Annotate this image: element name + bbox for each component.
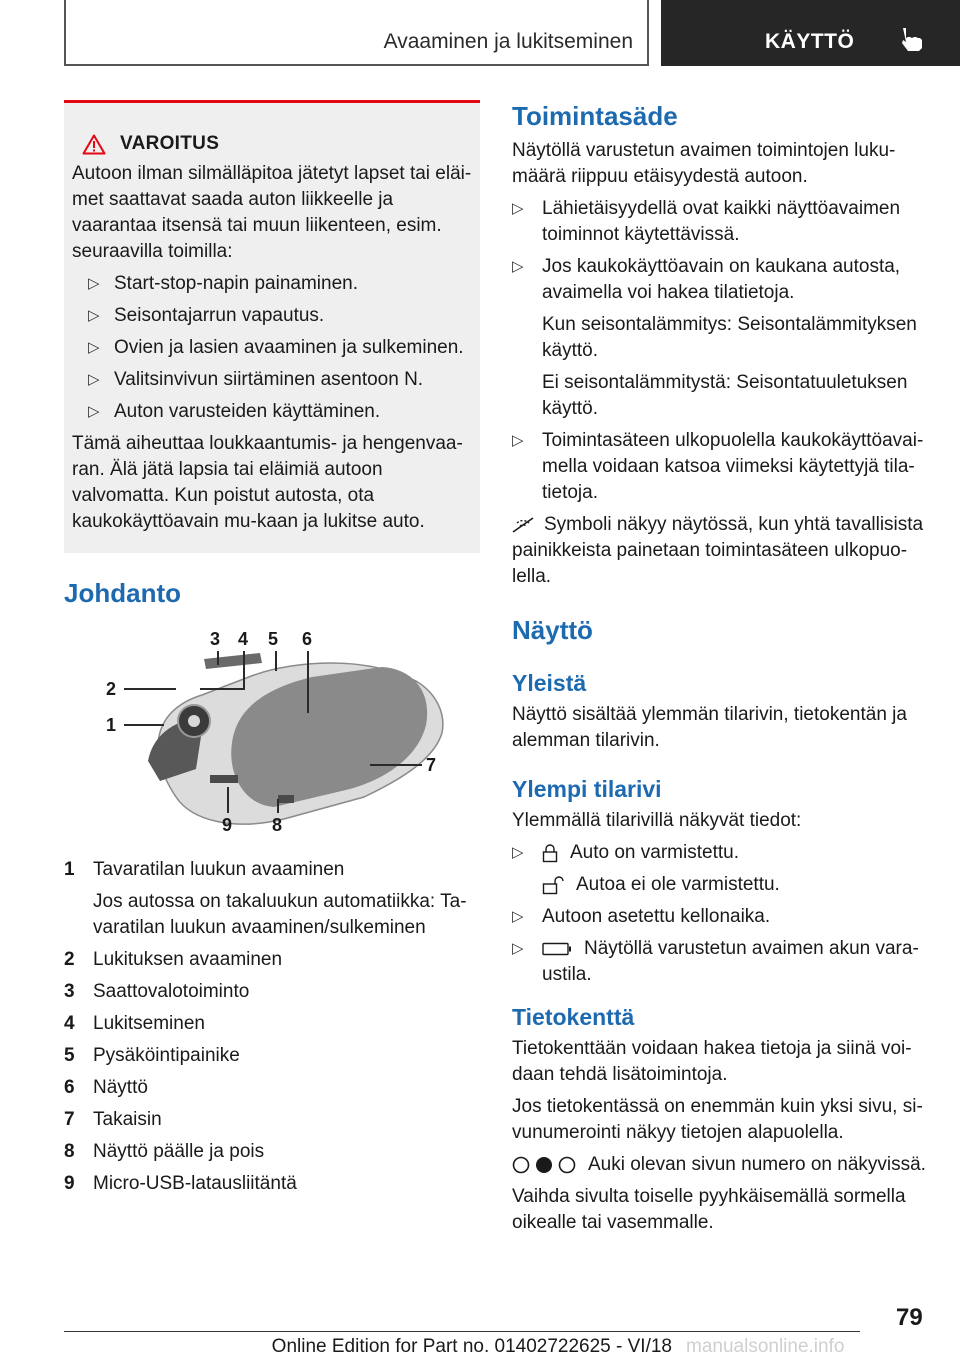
item-number: 3: [64, 981, 75, 1002]
item-number: 7: [64, 1109, 75, 1130]
item-number: 8: [64, 1141, 75, 1162]
list-item: [512, 904, 932, 930]
bullet-triangle-icon: ▷: [88, 339, 100, 356]
list-item-text: Valitsinvivun siirtäminen asentoon N.: [114, 369, 424, 390]
list-item: [72, 335, 472, 361]
page-dots-icon: [512, 1155, 576, 1175]
callout-number: 3: [210, 629, 221, 649]
info-heading: Tietokenttä: [512, 1004, 635, 1030]
status-list: [512, 840, 932, 988]
range-heading: Toimintasäde: [512, 101, 678, 131]
general-text: Näyttö sisältää ylemmän tilarivin, tietokentän ja alemman tilarivin.: [512, 704, 907, 751]
list-item: [64, 1011, 480, 1037]
header-chapter-title: KÄYTTÖ: [765, 30, 855, 53]
bullet-triangle-icon: ▷: [512, 200, 524, 217]
callout-number: 4: [238, 629, 249, 649]
status-intro: Ylemmällä tilarivillä näkyvät tiedot:: [512, 810, 802, 831]
warning-intro: Autoon ilman silmälläpitoa jätetyt lapset tai eläi-met saattavat saada auton liikkeelle ja vaarantaa itsensä tai muun liikenteen, esim. seuraavilla toimilla:: [72, 163, 472, 262]
item-text: Lukitseminen: [93, 1013, 205, 1034]
item-text: Tavaratilan luukun avaaminen: [93, 859, 345, 880]
bullet-triangle-icon: ▷: [512, 844, 524, 861]
info-text-2: Jos tietokentässä on enemmän kuin yksi sivu, si-vunumerointi näkyy tietojen alapuolella.: [512, 1096, 923, 1143]
bullet-triangle-icon: ▷: [512, 940, 524, 957]
list-item: [64, 1107, 480, 1133]
item-text: Näyttö päälle ja pois: [93, 1141, 265, 1162]
list-item: [72, 271, 472, 297]
item-subtext: Jos autossa on takaluukun automatiikka: Ta-varatilan luukun avaaminen/sulkeminen: [93, 891, 467, 938]
footer-rule: [64, 1331, 860, 1332]
list-item-text: Autoa ei ole varmistettu.: [576, 874, 780, 895]
list-item-text: Seisontajarrun vapautus.: [114, 305, 325, 326]
intro-heading: Johdanto: [64, 578, 181, 608]
callout-number: 8: [272, 815, 283, 835]
general-heading: Yleistä: [512, 670, 587, 696]
list-item: [64, 979, 480, 1005]
left-column: [64, 100, 480, 1203]
list-item: [64, 947, 480, 973]
range-note-text: Symboli näkyy näytössä, kun yhtä tavallisista painikkeista painetaan toimintasäteen ulkopuo-lella.: [512, 514, 924, 587]
list-item: [64, 857, 480, 941]
item-text: Saattovalotoiminto: [93, 981, 250, 1002]
info-text-1: Tietokenttään voidaan hakea tietoja ja siinä voi-daan tehdä lisätoimintoja.: [512, 1038, 912, 1085]
header-chapter-tab: [661, 0, 960, 66]
range-intro: Näytöllä varustetun avaimen toimintojen luku-määrä riippuu etäisyydestä autoon.: [512, 140, 896, 187]
item-number: 5: [64, 1045, 75, 1066]
list-item: [512, 196, 932, 248]
item-text: Näyttö: [93, 1077, 148, 1098]
bullet-triangle-icon: ▷: [512, 908, 524, 925]
display-key-figure: [64, 629, 480, 839]
swipe-text: Vaihda sivulta toiselle pyyhkäisemällä sormella oikealle tai vasemmalle.: [512, 1186, 906, 1233]
callout-number: 5: [268, 629, 279, 649]
footer-edition: Online Edition for Part no. 01402722625 - VI/18: [271, 1336, 672, 1357]
list-item-text: Autoon asetettu kellonaika.: [542, 906, 771, 927]
list-item: [72, 399, 472, 425]
warning-list: [72, 271, 472, 425]
warning-outro: Tämä aiheuttaa loukkaantumis- ja hengenvaa-ran. Älä jätä lapsia tai eläimiä autoon valvomatta. Kun poistut autosta, ota kaukokäyttöavain mu-kaan ja lukitse auto.: [72, 433, 463, 532]
list-item-text: Ovien ja lasien avaaminen ja sulkeminen.: [114, 337, 464, 358]
list-item: [72, 367, 472, 393]
item-text: Takaisin: [93, 1109, 162, 1130]
list-item-subtext: Kun seisontalämmitys: Seisontalämmityksen käyttö.: [542, 314, 917, 361]
list-item-text: Auton varusteiden käyttäminen.: [114, 401, 381, 422]
footer-watermark: manualsonline.info: [686, 1336, 845, 1357]
page-dots-text: Auki olevan sivun numero on näkyvissä.: [588, 1154, 926, 1175]
list-item-subtext: [542, 872, 932, 898]
display-heading: Näyttö: [512, 615, 593, 645]
list-item: [64, 1171, 480, 1197]
list-item: [64, 1043, 480, 1069]
bullet-triangle-icon: ▷: [88, 371, 100, 388]
list-item-subtext: Ei seisontalämmitystä: Seisontatuuletuksen käyttö.: [542, 372, 908, 419]
right-column: [512, 100, 932, 1236]
item-number: 6: [64, 1077, 75, 1098]
range-list: [512, 196, 932, 506]
item-text: Pysäköintipainike: [93, 1045, 240, 1066]
bullet-triangle-icon: ▷: [512, 258, 524, 275]
item-text: Micro-USB-latausliitäntä: [93, 1173, 297, 1194]
item-number: 4: [64, 1013, 75, 1034]
callout-number: 9: [222, 815, 233, 835]
list-item-text: Auto on varmistettu.: [570, 842, 739, 863]
bullet-triangle-icon: ▷: [512, 432, 524, 449]
bullet-triangle-icon: ▷: [88, 403, 100, 420]
list-item: [512, 840, 932, 898]
header-section-box: [64, 0, 649, 66]
page-number: 79: [896, 1304, 923, 1331]
callout-number: 2: [106, 679, 117, 699]
header-section-title: Avaaminen ja lukitseminen: [383, 30, 633, 53]
lock-closed-icon: [542, 843, 558, 863]
list-item-text: Toimintasäteen ulkopuolella kaukokäyttöavai-mella voidaan katsoa viimeksi käytettyjä tila-tietoja.: [542, 430, 924, 503]
lock-open-icon: [542, 875, 564, 895]
list-item: [512, 428, 932, 506]
range-note: [512, 512, 932, 590]
list-item: [64, 1139, 480, 1165]
list-item-text: Jos kaukokäyttöavain on kaukana autosta, avaimella voi hakea tilatietoja.: [542, 256, 901, 303]
item-text: Lukituksen avaaminen: [93, 949, 283, 970]
list-item: [64, 1075, 480, 1101]
bullet-triangle-icon: ▷: [88, 275, 100, 292]
list-item: [512, 254, 932, 422]
list-item-text: Lähietäisyydellä ovat kaikki näyttöavaimen toiminnot käytettävissä.: [542, 198, 901, 245]
warning-box: [64, 100, 480, 553]
list-item: [72, 303, 472, 329]
list-item-text: Start-stop-napin painaminen.: [114, 273, 358, 294]
out-of-range-icon: [512, 517, 534, 533]
warning-header: [82, 133, 472, 155]
list-item: [512, 936, 932, 988]
callout-number: 1: [106, 715, 117, 735]
display-key-illustration: [64, 629, 480, 839]
bullet-triangle-icon: ▷: [88, 307, 100, 324]
warning-title: VAROITUS: [120, 133, 220, 154]
page-dots-note: [512, 1152, 932, 1178]
key-parts-list: [64, 857, 480, 1197]
pointing-hand-icon: [899, 26, 929, 52]
warning-triangle-icon: [82, 134, 106, 155]
status-heading: Ylempi tilarivi: [512, 776, 662, 802]
item-number: 2: [64, 949, 75, 970]
battery-icon: [542, 942, 572, 956]
callout-number: 7: [426, 755, 437, 775]
item-number: 1: [64, 859, 75, 880]
item-number: 9: [64, 1173, 75, 1194]
callout-number: 6: [302, 629, 313, 649]
list-item-text: Näytöllä varustetun avaimen akun vara-ustila.: [542, 938, 919, 985]
